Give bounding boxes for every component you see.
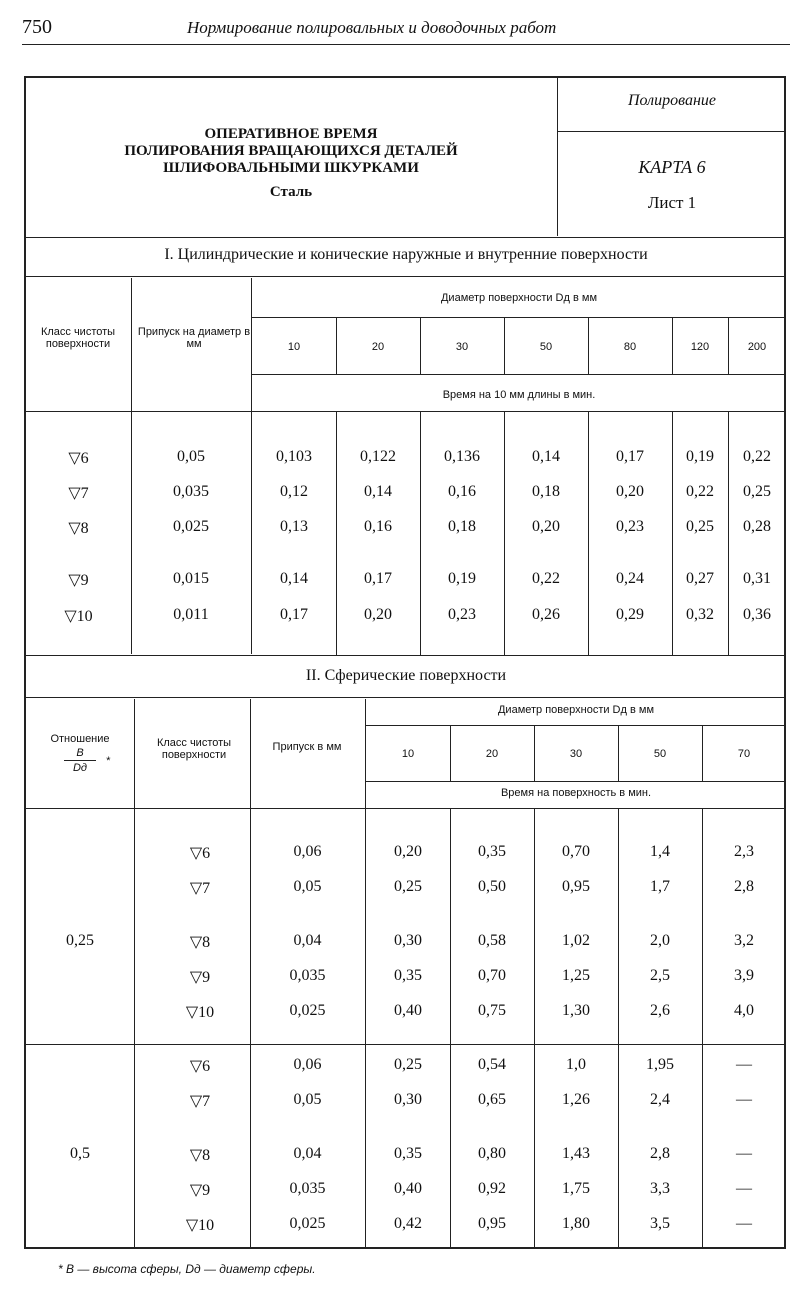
title-line-2: ПОЛИРОВАНИЯ ВРАЩАЮЩИХСЯ ДЕТАЛЕЙ — [124, 143, 458, 159]
s2-cell: 0,20 — [394, 843, 422, 860]
s2-diameter-10: 10 — [401, 748, 415, 760]
s2-cell: — — [736, 1180, 752, 1197]
section2-title-rule — [26, 697, 786, 698]
s2-cell: 1,75 — [562, 1180, 590, 1197]
s2-class: ▽8 — [189, 934, 211, 951]
section1-title-rule — [26, 276, 786, 277]
s1-cell: 0,20 — [364, 606, 392, 623]
footnote: * B — высота сферы, Dд — диаметр сферы. — [58, 1262, 316, 1276]
s1-cell: 0,17 — [280, 606, 308, 623]
s1-cell: 0,14 — [364, 483, 392, 500]
s2-time-header: Время на поверхность в мин. — [500, 787, 652, 799]
card-number: КАРТА 6 — [638, 157, 706, 177]
s2-cell: 0,75 — [478, 1002, 506, 1019]
s2-cell: — — [736, 1145, 752, 1162]
s2-vline-a — [134, 699, 135, 1247]
s1-cell: 0,22 — [743, 448, 771, 465]
sheet-number: Лист 1 — [647, 193, 697, 212]
s2-cell: 0,35 — [478, 843, 506, 860]
s1-cell: 0,18 — [532, 483, 560, 500]
s1-cell: 0,16 — [364, 518, 392, 535]
s1-col-divider — [588, 318, 589, 374]
s2-cell: 1,4 — [650, 843, 670, 860]
s2-ratio-denominator: Dд — [72, 762, 88, 774]
s2-cell: 2,5 — [650, 967, 670, 984]
s1-col-divider — [672, 318, 673, 374]
s2-diam-rule-2 — [366, 781, 786, 782]
s2-cell: 0,35 — [394, 1145, 422, 1162]
s2-ratio-mark: * — [105, 755, 110, 767]
s1-cell: 0,19 — [686, 448, 714, 465]
s2-col-class: Класс чистоты поверхности — [156, 737, 232, 761]
s2-cell: 1,25 — [562, 967, 590, 984]
s2-allowance: 0,06 — [293, 843, 322, 860]
section1-title: I. Цилиндрические и конические наружные и внутренние поверхности — [164, 246, 648, 263]
s1-diam-header: Диаметр поверхности Dд в мм — [440, 292, 598, 304]
s2-cell: 0,65 — [478, 1091, 506, 1108]
s2-cell: 0,95 — [562, 878, 590, 895]
s2-class: ▽9 — [189, 969, 211, 986]
s2-cell: 3,3 — [650, 1180, 670, 1197]
s2-cell: 1,80 — [562, 1215, 590, 1232]
s2-cell: 2,4 — [650, 1091, 670, 1108]
s2-cell: 0,70 — [562, 843, 590, 860]
s1-cell: 0,23 — [448, 606, 476, 623]
s2-ratio-fraction — [60, 747, 110, 774]
s2-cell: 0,58 — [478, 932, 506, 949]
s2-ratio-0: 0,25 — [66, 932, 94, 949]
s2-cell: — — [736, 1215, 752, 1232]
s2-cell: 2,8 — [650, 1145, 670, 1162]
s2-ratio-numerator: B — [76, 747, 84, 759]
s1-diameter-200: 200 — [747, 341, 767, 353]
s2-cell: 0,80 — [478, 1145, 506, 1162]
s1-cell: 0,16 — [448, 483, 476, 500]
s2-cell: 0,30 — [394, 932, 422, 949]
s2-allowance: 0,025 — [289, 1215, 326, 1232]
s2-class: ▽7 — [189, 1093, 211, 1110]
section2-title: II. Сферические поверхности — [305, 667, 507, 684]
s2-ratio-bar — [64, 760, 96, 761]
s1-cell: 0,14 — [532, 448, 560, 465]
s1-cell: 0,23 — [616, 518, 644, 535]
s1-allowance-4: 0,011 — [173, 606, 209, 623]
s2-cell: — — [736, 1091, 752, 1108]
s2-cell: 1,26 — [562, 1091, 590, 1108]
title-right-rule — [557, 131, 785, 132]
s1-cell: 0,27 — [686, 570, 714, 587]
s2-diameter-50: 50 — [653, 748, 667, 760]
s1-col-allowance: Припуск на диаметр в мм — [137, 326, 251, 350]
s1-cell: 0,19 — [448, 570, 476, 587]
s1-cell: 0,136 — [444, 448, 480, 465]
page-number: 750 — [22, 16, 52, 38]
s1-cell: 0,22 — [532, 570, 560, 587]
s1-cell: 0,20 — [616, 483, 644, 500]
s1-cell: 0,12 — [280, 483, 308, 500]
s1-vline-a — [131, 278, 132, 654]
s1-diameter-50: 50 — [539, 341, 553, 353]
s1-cell: 0,25 — [686, 518, 714, 535]
s1-diameter-20: 20 — [371, 341, 385, 353]
title-bottom-rule — [26, 237, 786, 238]
s1-cell: 0,26 — [532, 606, 560, 623]
s2-cell: 0,50 — [478, 878, 506, 895]
s2-col-divider — [702, 726, 703, 781]
s1-diameter-30: 30 — [455, 341, 469, 353]
s1-cell: 0,103 — [276, 448, 312, 465]
s1-col-divider — [336, 318, 337, 374]
s1-cell: 0,22 — [686, 483, 714, 500]
s2-allowance: 0,05 — [293, 878, 322, 895]
s1-col-divider — [728, 318, 729, 374]
running-title: Нормирование полировальных и доводочных работ — [187, 18, 557, 37]
s2-cell: 1,0 — [566, 1056, 586, 1073]
s1-class-3: ▽9 — [68, 572, 89, 589]
s2-cell: 0,70 — [478, 967, 506, 984]
s2-allowance: 0,035 — [289, 1180, 326, 1197]
header-rule — [22, 44, 790, 45]
s1-cell: 0,18 — [448, 518, 476, 535]
s2-cell: 1,7 — [650, 878, 670, 895]
s1-col-divider — [420, 318, 421, 374]
s1-class-1: ▽7 — [68, 485, 89, 502]
s2-class: ▽7 — [189, 880, 211, 897]
s2-cell: 0,95 — [478, 1215, 506, 1232]
s2-cell: 0,54 — [478, 1056, 506, 1073]
s2-head-bottom-rule — [26, 808, 786, 809]
s1-diameter-10: 10 — [287, 341, 301, 353]
s2-col-divider — [534, 726, 535, 781]
s1-allowance-1: 0,035 — [173, 483, 209, 500]
s2-allowance: 0,025 — [289, 1002, 326, 1019]
s2-cell: 2,3 — [734, 843, 754, 860]
s1-allowance-3: 0,015 — [173, 570, 209, 587]
title-line-1: ОПЕРАТИВНОЕ ВРЕМЯ — [204, 126, 378, 142]
s2-allowance: 0,06 — [293, 1056, 322, 1073]
s2-cell: 1,95 — [646, 1056, 674, 1073]
s2-cell: 0,92 — [478, 1180, 506, 1197]
s1-cell: 0,17 — [616, 448, 644, 465]
s2-cell: 0,40 — [394, 1180, 422, 1197]
s1-diameter-120: 120 — [690, 341, 710, 353]
title-line-3: ШЛИФОВАЛЬНЫМИ ШКУРКАМИ — [163, 160, 419, 176]
s2-class: ▽9 — [189, 1182, 211, 1199]
s1-cell: 0,28 — [743, 518, 771, 535]
s2-cell: 2,8 — [734, 878, 754, 895]
s1-allowance-0: 0,05 — [177, 448, 205, 465]
s2-cell: 0,42 — [394, 1215, 422, 1232]
s1-vline-b — [251, 278, 252, 654]
s2-col-divider — [618, 726, 619, 781]
s2-allowance: 0,04 — [293, 932, 322, 949]
s2-cell: 0,35 — [394, 967, 422, 984]
s2-group-rule — [26, 1044, 786, 1045]
s1-cell: 0,36 — [743, 606, 771, 623]
s2-cell: 0,30 — [394, 1091, 422, 1108]
s1-diam-rule — [252, 317, 786, 318]
s2-col-allowance: Припуск в мм — [272, 741, 342, 753]
s2-cell: 0,40 — [394, 1002, 422, 1019]
s2-diam-rule — [366, 725, 786, 726]
s1-cell: 0,32 — [686, 606, 714, 623]
s2-cell: — — [736, 1056, 752, 1073]
s1-cell: 0,31 — [743, 570, 771, 587]
s1-col-class: Класс чистоты поверхности — [40, 326, 116, 350]
s1-class-0: ▽6 — [68, 450, 89, 467]
s1-cell: 0,122 — [360, 448, 396, 465]
s2-allowance: 0,035 — [289, 967, 326, 984]
s2-cell: 3,9 — [734, 967, 754, 984]
page-header — [22, 16, 792, 46]
material-label: Сталь — [269, 184, 313, 200]
s2-class: ▽10 — [185, 1004, 215, 1021]
s2-diameter-70: 70 — [737, 748, 751, 760]
s1-cell: 0,25 — [743, 483, 771, 500]
category-label: Полирование — [627, 92, 716, 109]
s2-cell: 2,6 — [650, 1002, 670, 1019]
s2-allowance: 0,04 — [293, 1145, 322, 1162]
s1-time-header: Время на 10 мм длины в мин. — [442, 389, 596, 401]
s2-cell: 1,30 — [562, 1002, 590, 1019]
s2-cell: 4,0 — [734, 1002, 754, 1019]
s2-cell: 3,2 — [734, 932, 754, 949]
s1-cell: 0,17 — [364, 570, 392, 587]
s1-class-2: ▽8 — [68, 520, 89, 537]
s2-cell: 2,0 — [650, 932, 670, 949]
s2-class: ▽6 — [189, 1058, 211, 1075]
s1-cell: 0,24 — [616, 570, 644, 587]
s2-cell: 0,25 — [394, 1056, 422, 1073]
s2-class: ▽10 — [185, 1217, 215, 1234]
s1-class-4: ▽10 — [64, 608, 93, 625]
section1-bottom-rule — [26, 655, 786, 656]
s2-cell: 0,25 — [394, 878, 422, 895]
s2-diameter-30: 30 — [569, 748, 583, 760]
s2-diam-header: Диаметр поверхности Dд в мм — [497, 704, 655, 716]
card-title — [26, 126, 556, 177]
s2-col-divider — [450, 726, 451, 781]
s1-cell: 0,13 — [280, 518, 308, 535]
s1-cell: 0,29 — [616, 606, 644, 623]
s2-ratio-1: 0,5 — [70, 1145, 90, 1162]
s1-cell: 0,14 — [280, 570, 308, 587]
s1-col-divider — [504, 318, 505, 374]
s2-diameter-20: 20 — [485, 748, 499, 760]
s2-class: ▽6 — [189, 845, 211, 862]
s2-ratio-label: Отношение — [50, 733, 110, 745]
s1-diameter-80: 80 — [623, 341, 637, 353]
s2-cell: 1,02 — [562, 932, 590, 949]
s1-allowance-2: 0,025 — [173, 518, 209, 535]
s2-allowance: 0,05 — [293, 1091, 322, 1108]
s2-cell: 3,5 — [650, 1215, 670, 1232]
s2-cell: 1,43 — [562, 1145, 590, 1162]
s2-col-ratio — [28, 733, 132, 774]
s1-diam-rule-2 — [252, 374, 786, 375]
s1-cell: 0,20 — [532, 518, 560, 535]
s2-class: ▽8 — [189, 1147, 211, 1164]
